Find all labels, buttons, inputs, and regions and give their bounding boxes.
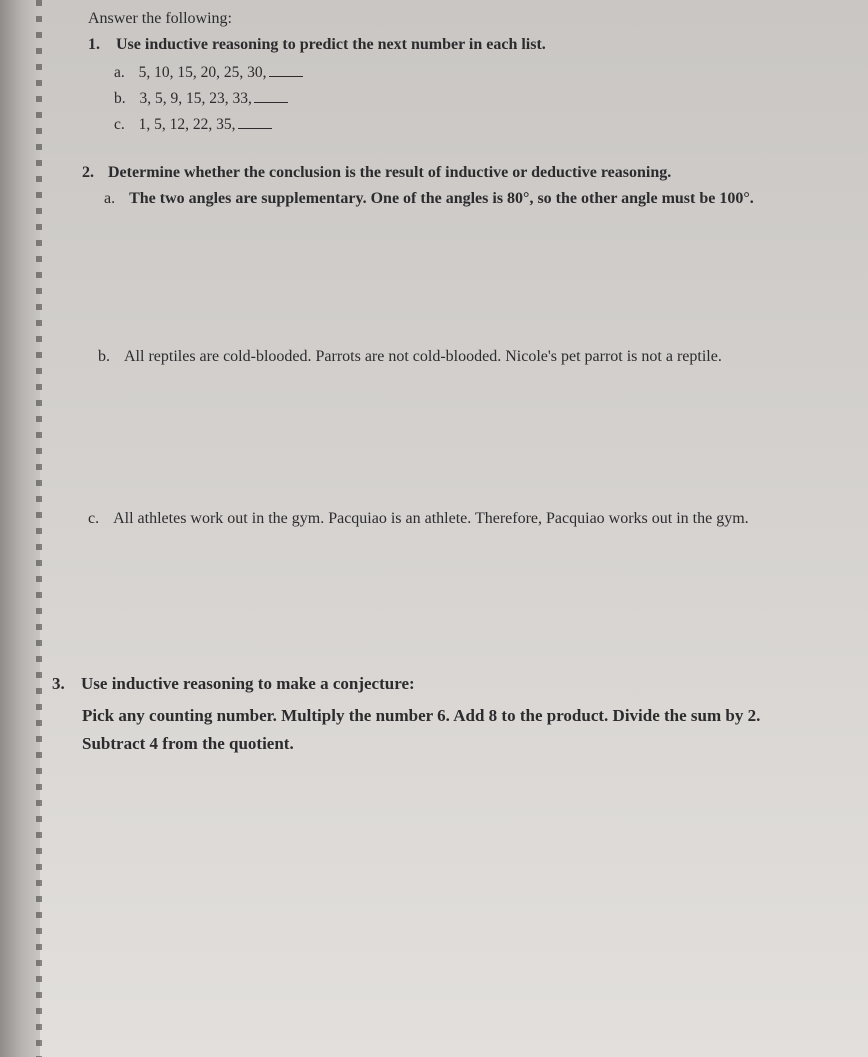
worksheet-header: Answer the following: — [88, 10, 232, 27]
question-2-prompt: Determine whether the conclusion is the result of inductive or deductive reasoning. — [108, 164, 672, 181]
question-1 — [88, 36, 546, 54]
answer-blank[interactable] — [254, 90, 288, 103]
question-2-item-c — [88, 508, 798, 530]
question-2-item-b — [98, 346, 798, 368]
item-text: The two angles are supplementary. One of the angles is 80°, so the other angle must be 100°. — [129, 190, 754, 207]
question-2 — [82, 164, 671, 182]
question-1-number: 1. — [88, 36, 100, 53]
item-text: All reptiles are cold-blooded. Parrots are not cold-blooded. Nicole's pet parrot is not a reptile. — [124, 348, 722, 365]
question-3 — [52, 674, 415, 694]
item-letter: b. — [114, 90, 126, 107]
item-letter: b. — [98, 348, 110, 365]
answer-blank[interactable] — [269, 64, 303, 77]
answer-blank[interactable] — [238, 116, 272, 129]
item-text: 3, 5, 9, 15, 23, 33, — [139, 90, 252, 107]
question-2-item-a — [104, 188, 794, 210]
item-text: 5, 10, 15, 20, 25, 30, — [138, 64, 267, 81]
item-text: 1, 5, 12, 22, 35, — [138, 116, 236, 133]
question-2-number: 2. — [82, 164, 94, 181]
question-3-number: 3. — [52, 674, 65, 693]
question-1-prompt: Use inductive reasoning to predict the next number in each list. — [116, 36, 546, 53]
item-letter: a. — [104, 190, 116, 207]
question-1-item-a — [114, 64, 303, 82]
question-1-item-b — [114, 90, 288, 108]
page-left-edge — [0, 0, 40, 1057]
item-letter: a. — [114, 64, 125, 81]
question-1-item-c — [114, 116, 272, 134]
item-letter: c. — [114, 116, 125, 133]
question-3-body: Pick any counting number. Multiply the number 6. Add 8 to the product. Divide the sum by 2. Subtract 4 from the quotient. — [82, 706, 761, 753]
item-letter: c. — [88, 510, 100, 527]
worksheet-page — [42, 0, 868, 1057]
question-3-prompt: Use inductive reasoning to make a conjecture: — [81, 674, 415, 693]
item-text: All athletes work out in the gym. Pacquiao is an athlete. Therefore, Pacquiao works out in the gym. — [113, 510, 749, 527]
